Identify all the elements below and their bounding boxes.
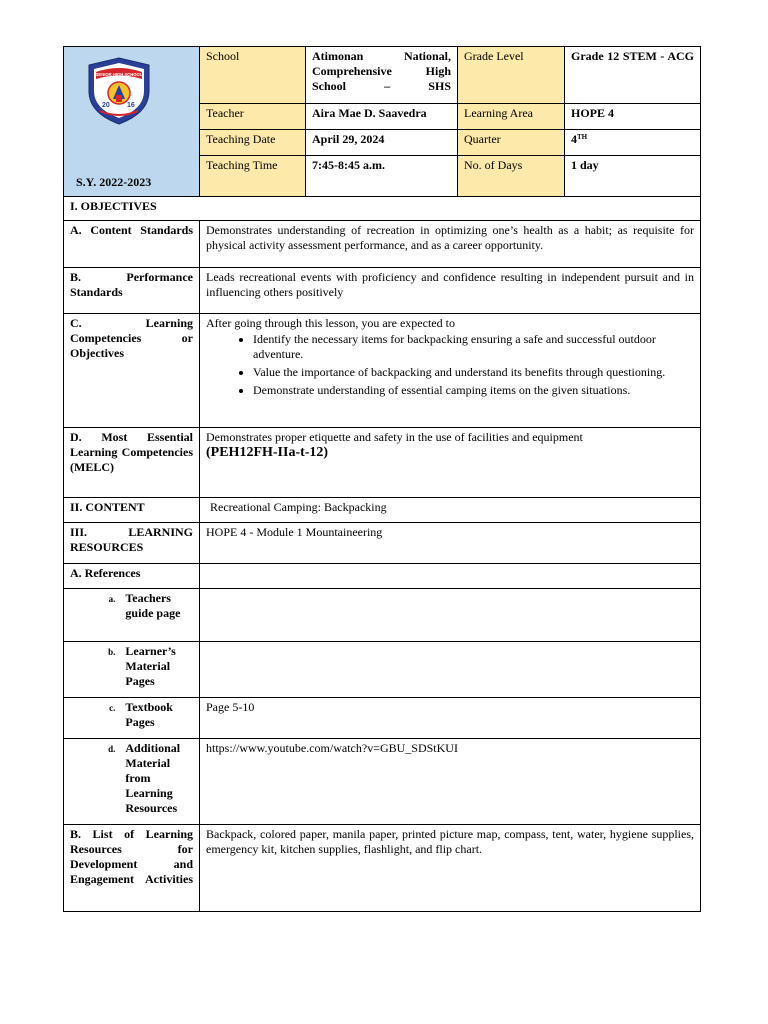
teacher-label: Teacher: [200, 104, 306, 130]
school-value: Atimonan National, Comprehensive High School – SHS: [306, 47, 458, 104]
quarter-number: 4: [571, 132, 577, 146]
logo-year-left: 20: [102, 102, 110, 109]
teacher-value: Aira Mae D. Saavedra: [306, 104, 458, 130]
teaching-time-label: Teaching Time: [200, 156, 306, 197]
school-logo: [82, 55, 156, 127]
learning-resources-label: III. LEARNING RESOURCES: [64, 523, 200, 564]
logo-year-right: 16: [127, 102, 135, 109]
references-value: [200, 564, 701, 589]
reference-label: Teachers guide page: [125, 591, 181, 620]
quarter-value: [565, 130, 701, 156]
list-item: • Identify the necessary items for backpacking ensuring a safe and successful outdoor adventure.: [253, 332, 694, 362]
resource-list-text: Backpack, colored paper, manila paper, printed picture map, compass, tent, water, hygiene supplies, emergency kit, kitchen supplies, flashlight, and flip chart.: [200, 825, 701, 912]
days-label: No. of Days: [458, 156, 565, 197]
reference-letter: d.: [108, 744, 116, 754]
learning-area-label: Learning Area: [458, 104, 565, 130]
resource-list-label: B. List of Learning Resources for Development and Engagement Activities: [64, 825, 200, 912]
list-item: • Demonstrate understanding of essential camping items on the given situations.: [253, 383, 694, 398]
days-value: 1 day: [565, 156, 701, 197]
reference-letter: b.: [108, 647, 116, 657]
competencies-label: C. Learning Competencies or Objectives: [64, 314, 200, 428]
melc-text: Demonstrates proper etiquette and safety in the use of facilities and equipment: [206, 430, 583, 444]
reference-c-cell: [64, 698, 200, 739]
quarter-suffix: TH: [577, 133, 588, 141]
reference-b-cell: [64, 642, 200, 698]
logo-top-text: SENIOR HIGH SCHOOL: [95, 72, 143, 77]
competencies-cell: [200, 314, 701, 428]
lesson-plan-table: [63, 46, 701, 912]
school-year: S.Y. 2022-2023: [76, 175, 152, 189]
reference-a-value: [200, 589, 701, 642]
content-standards-label: A. Content Standards: [64, 221, 200, 268]
teaching-date-value: April 29, 2024: [306, 130, 458, 156]
melc-cell: [200, 428, 701, 498]
reference-d-cell: [64, 739, 200, 825]
school-logo-cell: [64, 47, 200, 197]
content-text: Recreational Camping: Backpacking: [200, 498, 701, 523]
teaching-date-label: Teaching Date: [200, 130, 306, 156]
learning-resources-text: HOPE 4 - Module 1 Mountaineering: [200, 523, 701, 564]
competencies-intro: After going through this lesson, you are expected to: [206, 316, 455, 330]
reference-c-value: Page 5-10: [200, 698, 701, 739]
school-label: School: [200, 47, 306, 104]
performance-standards-text: Leads recreational events with proficiency and confidence resulting in independent pursuit and in influencing others positively: [200, 268, 701, 314]
grade-level-label: Grade Level: [458, 47, 565, 104]
list-item: • Value the importance of backpacking and understand its benefits through questioning.: [253, 365, 694, 380]
melc-label: D. Most Essential Learning Competencies (MELC): [64, 428, 200, 498]
objectives-heading: I. OBJECTIVES: [64, 197, 701, 221]
competencies-list: [206, 332, 694, 398]
reference-letter: c.: [109, 703, 116, 713]
reference-b-value: [200, 642, 701, 698]
content-standards-text: Demonstrates understanding of recreation in optimizing one’s health as a habit; as requisite for physical activity assessment performance, and as a career opportunity.: [200, 221, 701, 268]
content-label: II. CONTENT: [64, 498, 200, 523]
reference-label: Additional Material from Learning Resources: [125, 741, 181, 815]
performance-standards-label: B. Performance Standards: [64, 268, 200, 314]
reference-label: Textbook Pages: [125, 700, 173, 729]
reference-label: Learner’s Material Pages: [125, 644, 176, 688]
reference-a-cell: [64, 589, 200, 642]
references-label: A. References: [64, 564, 200, 589]
quarter-label: Quarter: [458, 130, 565, 156]
reference-letter: a.: [108, 594, 116, 604]
learning-area-value: HOPE 4: [565, 104, 701, 130]
melc-code: (PEH12FH-IIa-t-12): [206, 445, 329, 460]
grade-level-value: Grade 12 STEM - ACG: [565, 47, 701, 104]
teaching-time-value: 7:45-8:45 a.m.: [306, 156, 458, 197]
reference-d-value[interactable]: https://www.youtube.com/watch?v=GBU_SDStKUI: [200, 739, 701, 825]
